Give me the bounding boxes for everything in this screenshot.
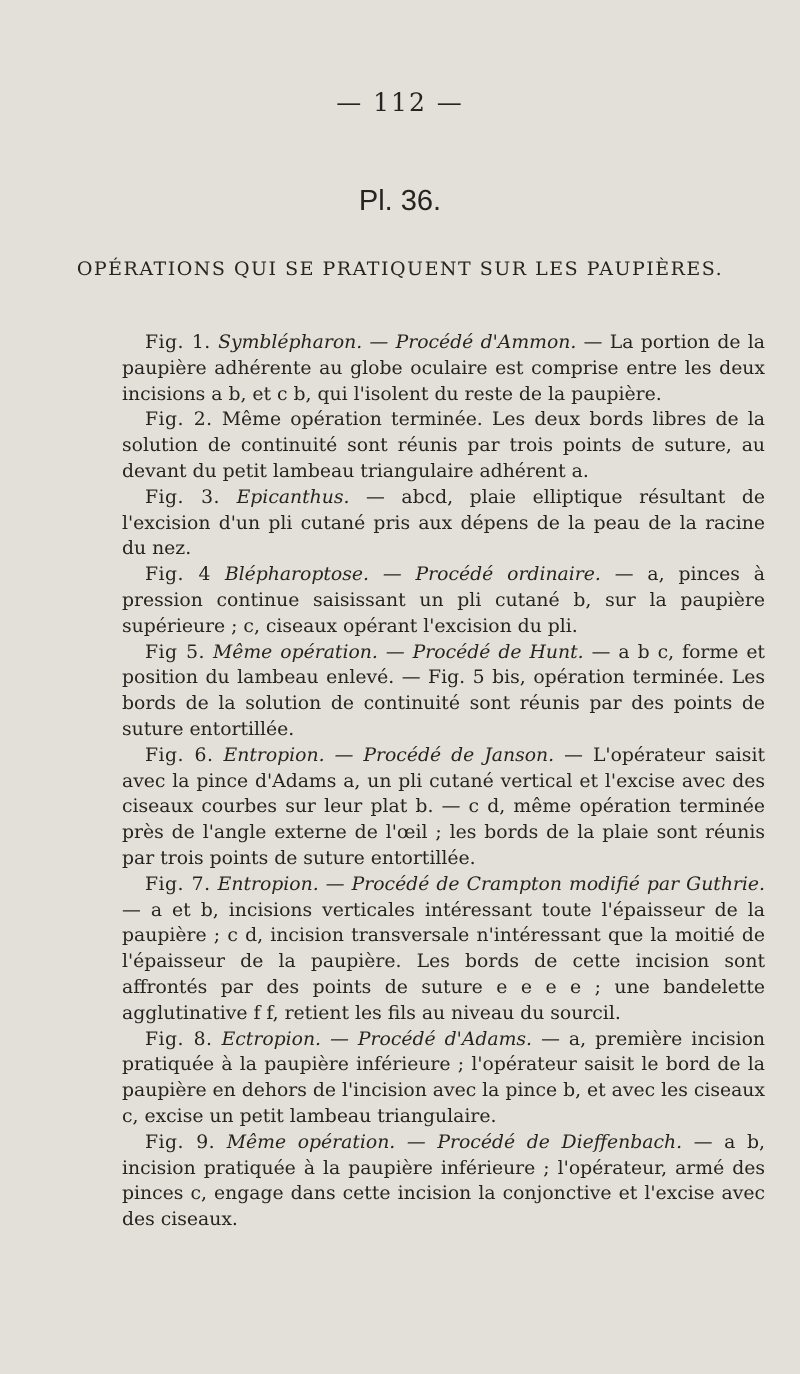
figure-label: Fig. 6. — [145, 744, 214, 766]
figure-description: — a, première incision pratiquée à la paupière inférieure ; l'opérateur saisit le bord de la paupière en dehors de l'incision avec la pince b, et avec les ciseaux c, excise un petit lambeau triangulaire. — [122, 1028, 765, 1127]
figure-description: — a b c, forme et position du lambeau enlevé. — Fig. 5 bis, opération terminée. Les bords de la solution de continuité sont réunis par des points de suture entortillée. — [122, 641, 765, 740]
page-number: — 112 — — [336, 88, 464, 117]
figure-title: Même opération. — Procédé de Hunt. — [213, 641, 584, 663]
paragraph-fig-4 — [122, 562, 765, 639]
figure-label: Fig. 3. — [145, 486, 221, 508]
figure-title: Même opération. — Procédé de Dieffenbach. — [226, 1131, 683, 1153]
figure-description: — L'opérateur saisit avec la pince d'Adams a, un pli cutané vertical et l'excise avec des ciseaux courbes sur leur plat b. — c d, même opération terminée près de l'angle externe de l'œil ; les bords de la plaie sont réunis par trois points de suture entortillée. — [122, 744, 765, 869]
paragraph-fig-5 — [122, 640, 765, 743]
figure-label: Fig. 7. — [145, 873, 211, 895]
figure-label: Fig. 8. — [145, 1028, 213, 1050]
figure-label: Fig 5. — [145, 641, 205, 663]
figure-title: Entropion. — Procédé de Crampton modifié par Guthrie. — [217, 873, 765, 895]
paragraph-fig-6 — [122, 743, 765, 872]
paragraph-fig-7 — [122, 872, 765, 1027]
figure-description: — La portion de la paupière adhérente au globe oculaire est comprise entre les deux incisions a b, et c b, qui l'isolent du reste de la paupière. — [122, 332, 765, 405]
figure-description: — a, pinces à pression continue saisissant un pli cutané b, sur la paupière supérieure ; c, ciseaux opérant l'excision du pli. — [122, 564, 765, 637]
figure-title: Entropion. — Procédé de Janson. — [223, 744, 555, 766]
paragraph-fig-3 — [122, 485, 765, 562]
figure-title: Epicanthus. — [236, 486, 350, 508]
paragraph-fig-2 — [122, 407, 765, 484]
figure-description: Même opération terminée. Les deux bords libres de la solution de continuité sont réunis par trois points de suture, au devant du petit lambeau triangulaire adhérent a. — [122, 409, 765, 482]
section-heading: OPÉRATIONS QUI SE PRATIQUENT SUR LES PAUPIÈRES. — [76, 258, 724, 280]
body-text — [122, 330, 765, 1233]
figure-title: Ectropion. — Procédé d'Adams. — [221, 1028, 533, 1050]
figure-label: Fig. 2. — [145, 409, 213, 431]
paragraph-fig-1 — [122, 330, 765, 407]
figure-title: Blépharoptose. — Procédé ordinaire. — [224, 564, 601, 586]
paragraph-fig-9 — [122, 1130, 765, 1233]
figure-label: Fig. 4 — [145, 564, 211, 586]
figure-description: — a et b, incisions verticales intéressant toute l'épaisseur de la paupière ; c d, incision transversale n'intéressant que la moitié de l'épaisseur de la paupière. Les bords de cette incision sont affrontés par des points de suture e e e e ; une bandelette agglutinative f f, retient les fils au niveau du sourcil. — [122, 899, 765, 1024]
figure-title: Symblépharon. — Procédé d'Ammon. — [218, 332, 577, 353]
paragraph-fig-8 — [122, 1027, 765, 1130]
figure-description: — abcd, plaie elliptique résultant de l'excision d'un pli cutané pris aux dépens de la peau de la racine du nez. — [122, 486, 765, 560]
figure-label: Fig. 1. — [145, 332, 211, 353]
plate-title: Pl. 36. — [358, 185, 442, 217]
figure-description: — a b, incision pratiquée à la paupière inférieure ; l'opérateur, armé des pinces c, engage dans cette incision la conjonctive et l'excise avec des ciseaux. — [122, 1131, 766, 1231]
figure-label: Fig. 9. — [145, 1131, 216, 1153]
